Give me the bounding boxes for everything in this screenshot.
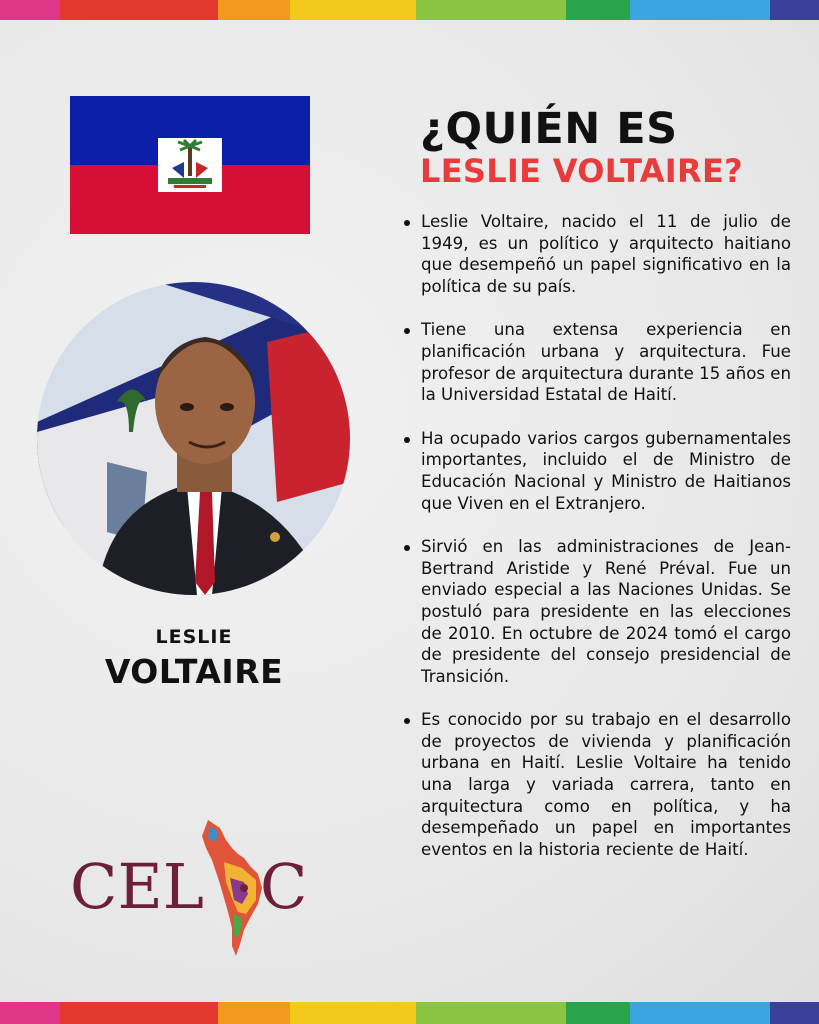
bullet-item: Tiene una extensa experiencia en planificación urbana y arquitectura. Fue profesor de arquitectura durante 15 años en la Universidad Estatal de Haití. xyxy=(402,319,791,405)
celac-logo xyxy=(70,818,315,958)
name-first: LESLIE xyxy=(155,626,233,648)
name-last: VOLTAIRE xyxy=(104,652,284,691)
bullet-dot-icon xyxy=(404,437,410,443)
bullet-item: Sirvió en las administraciones de Jean-Bertrand Aristide y René Préval. Fue un enviado especial a las Naciones Unidas. Se postuló para presidente en las elecciones de 2010. En octubre de 2024 tomó el cargo de presidente del consejo presidencial de Transición. xyxy=(402,536,791,687)
haiti-coat-of-arms-icon xyxy=(158,138,222,192)
bullet-dot-icon xyxy=(404,718,410,724)
portrait-photo xyxy=(37,282,350,595)
bullet-item: Ha ocupado varios cargos gubernamentales importantes, incluido el de Ministro de Educación Nacional y Ministro de Haitianos que Viven en el Extranjero. xyxy=(402,428,791,514)
rainbow-stripe-bottom xyxy=(0,1002,819,1024)
rainbow-stripe-top xyxy=(0,0,819,20)
bullet-item: Leslie Voltaire, nacido el 11 de julio de 1949, es un político y arquitecto haitiano que desempeñó un papel significativo en la política de su país. xyxy=(402,211,791,297)
bio-bullet-list xyxy=(402,211,791,860)
haiti-flag xyxy=(70,96,310,234)
heading-line1: ¿QUIÉN ES xyxy=(420,104,678,154)
latin-america-map-icon xyxy=(198,818,268,958)
bullet-dot-icon xyxy=(404,545,410,551)
bullet-dot-icon xyxy=(404,328,410,334)
logo-text-left: CEL xyxy=(70,850,204,923)
logo-text-right: C xyxy=(260,850,308,923)
bullet-dot-icon xyxy=(404,220,410,226)
bullet-item: Es conocido por su trabajo en el desarrollo de proyectos de vivienda y planificación urbana en Haití. Leslie Voltaire ha tenido una larga y variada carrera, tanto en arquitectura como en política, y ha desempeñado un papel en importantes eventos en la historia reciente de Haití. xyxy=(402,709,791,860)
heading-line2: LESLIE VOLTAIRE? xyxy=(420,152,743,190)
